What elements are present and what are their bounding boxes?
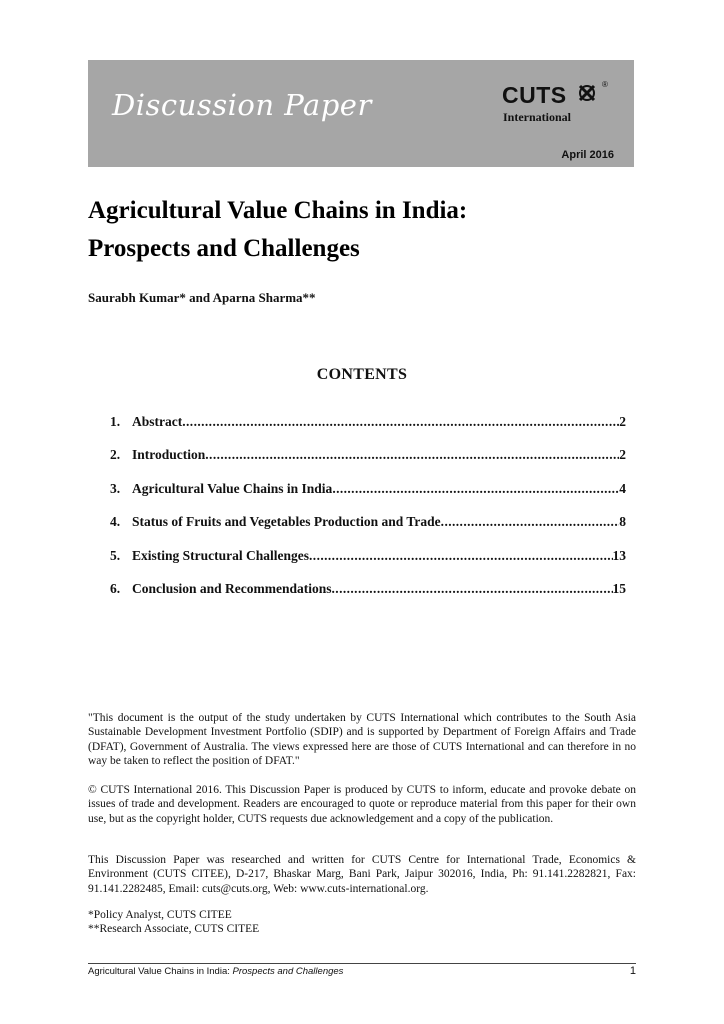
toc-item-fruits-vegetables[interactable] (110, 514, 626, 534)
toc-item-label: Status of Fruits and Vegetables Production and Trade (132, 514, 441, 530)
page-number: 1 (629, 965, 636, 977)
footnote-research-associate: **Research Associate, CUTS CITEE (88, 923, 260, 936)
toc-item-label: Abstract (132, 414, 183, 429)
paper-title-line-2: Prospects and Challenges (88, 235, 360, 262)
disclaimer-paragraph: "This document is the output of the study undertaken by CUTS International which contributes to the South Asia Sustainable Development Investment Portfolio (SDIP) and is supported by Department of Foreign Affairs and Trade (DFAT), Government of Australia. The views expressed here are those of CUTS International and can therefore in no way be taken to reflect the position of DFAT." (88, 712, 636, 768)
toc-item-label: Conclusion and Recommendations (132, 580, 332, 596)
contents-heading: CONTENTS (316, 366, 408, 383)
contact-paragraph: This Discussion Paper was researched and written for CUTS Centre for International Trade, Economics & Environment (CUTS CITEE), D-217, Bhaskar Marg, Bani Park, Jaipur 302016, India, Ph: 91.141.2282821, Fax: 91.141.2282485, Email: cuts@cuts.org, Web: www.cuts-international.org. (88, 854, 636, 895)
toc-item-number: 5. (110, 547, 121, 563)
paper-title (88, 192, 648, 268)
authors: Saurabh Kumar* and Aparna Sharma** (88, 290, 316, 305)
toc-item-page: 8 (619, 514, 626, 530)
toc-item-number: 6. (110, 580, 121, 596)
footer-title: Agricultural Value Chains in India: (88, 966, 233, 977)
cuts-cross-emblem-icon (578, 84, 596, 102)
toc-item-number: 3. (110, 480, 121, 496)
toc-item-introduction[interactable] (110, 447, 626, 467)
toc-item-page: 13 (612, 547, 626, 563)
logo-wordmark: CUTS (502, 82, 567, 108)
toc-dot-leader (441, 514, 620, 530)
banner-title: Discussion Paper (112, 88, 372, 122)
toc-item-label: Existing Structural Challenges (132, 547, 310, 563)
toc-item-structural-challenges[interactable] (110, 548, 626, 568)
toc-item-number: 2. (110, 447, 121, 463)
toc-item-agricultural-value-chains[interactable] (110, 481, 626, 501)
table-of-contents (110, 414, 626, 614)
registered-mark: ® (602, 80, 608, 89)
toc-dot-leader (309, 548, 612, 564)
running-footer (88, 966, 343, 977)
paper-title-line-1: Agricultural Value Chains in India: (88, 197, 468, 224)
toc-item-number: 4. (110, 514, 121, 530)
toc-dot-leader (332, 581, 613, 597)
footer-subtitle: Prospects and Challenges (232, 966, 344, 977)
footer-divider (88, 963, 636, 964)
logo-subtitle: International (503, 110, 572, 124)
toc-item-page: 2 (619, 414, 626, 429)
cuts-logo (502, 82, 612, 128)
toc-dot-leader (332, 481, 619, 497)
footnote-policy-analyst: *Policy Analyst, CUTS CITEE (88, 909, 232, 921)
toc-item-number: 1. (110, 414, 121, 429)
toc-item-page: 4 (619, 480, 626, 496)
toc-item-label: Introduction (132, 447, 206, 463)
toc-item-conclusion[interactable] (110, 581, 626, 601)
toc-item-page: 15 (612, 580, 626, 596)
toc-item-page: 2 (619, 447, 626, 463)
toc-dot-leader (182, 414, 619, 430)
copyright-paragraph: © CUTS International 2016. This Discussion Paper is produced by CUTS to inform, educate and provoke debate on issues of trade and development. Readers are encouraged to quote or reproduce material from this paper for their own use, but as the copyright holder, CUTS requests due acknowledgement and a copy of the publication. (88, 784, 636, 825)
toc-item-label: Agricultural Value Chains in India (132, 480, 333, 496)
discussion-paper-banner (88, 60, 634, 167)
toc-item-abstract[interactable] (110, 414, 626, 434)
author-footnotes (88, 908, 259, 937)
publication-date: April 2016 (561, 149, 614, 161)
toc-dot-leader (205, 447, 619, 463)
